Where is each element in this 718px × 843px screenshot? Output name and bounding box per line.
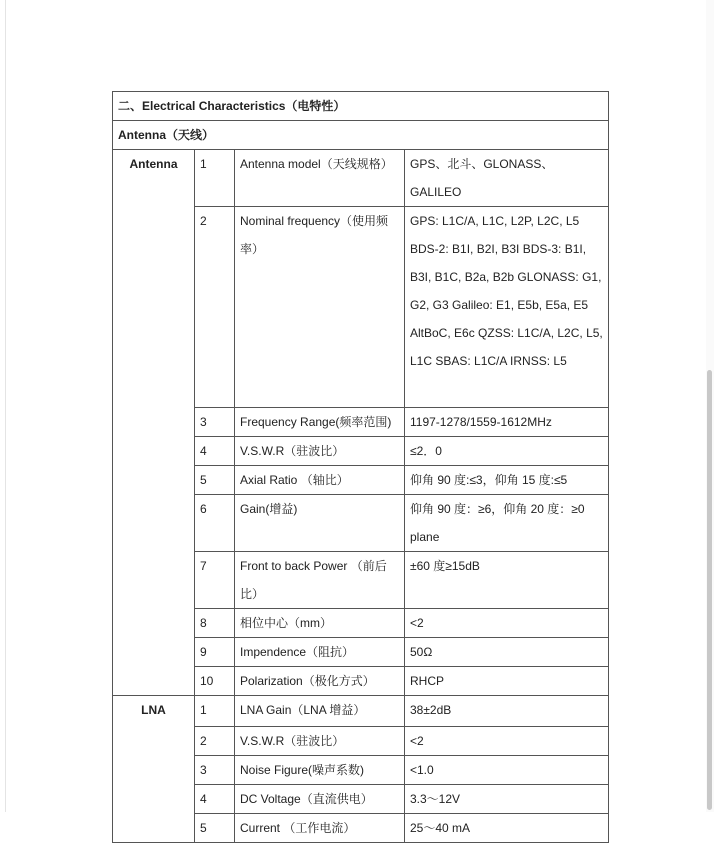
parameter-name: Noise Figure(噪声系数) <box>235 756 405 785</box>
parameter-name: Current （工作电流） <box>235 814 405 843</box>
parameter-value: 25～40 mA <box>405 814 609 843</box>
table-body <box>113 92 609 843</box>
parameter-value: 38±2dB <box>405 696 609 727</box>
parameter-name: Nominal frequency（使用频率） <box>235 207 405 408</box>
parameter-name: V.S.W.R（驻波比） <box>235 437 405 466</box>
antenna-group-label: Antenna <box>113 150 195 696</box>
row-number: 7 <box>195 552 235 609</box>
row-number: 3 <box>195 756 235 785</box>
row-number: 4 <box>195 437 235 466</box>
parameter-name: Polarization（极化方式） <box>235 667 405 696</box>
page-edge <box>5 0 6 812</box>
parameter-value: <2 <box>405 727 609 756</box>
parameter-name: Axial Ratio （轴比） <box>235 466 405 495</box>
row-number: 2 <box>195 207 235 408</box>
parameter-value: GPS、北斗、GLONASS、GALILEO <box>405 150 609 207</box>
parameter-name: LNA Gain（LNA 增益） <box>235 696 405 727</box>
scrollbar-thumb[interactable] <box>707 370 712 810</box>
parameter-value: RHCP <box>405 667 609 696</box>
parameter-name: Front to back Power （前后比） <box>235 552 405 609</box>
lna-group-label: LNA <box>113 696 195 843</box>
row-number: 9 <box>195 638 235 667</box>
row-number: 1 <box>195 150 235 207</box>
parameter-name: Antenna model（天线规格） <box>235 150 405 207</box>
row-number: 3 <box>195 408 235 437</box>
row-number: 8 <box>195 609 235 638</box>
parameter-name: Frequency Range(频率范围) <box>235 408 405 437</box>
parameter-name: DC Voltage（直流供电） <box>235 785 405 814</box>
section-title: 二、Electrical Characteristics（电特性） <box>113 92 609 121</box>
row-number: 6 <box>195 495 235 552</box>
electrical-characteristics-table <box>112 91 609 843</box>
row-number: 2 <box>195 727 235 756</box>
parameter-value: ≤2．0 <box>405 437 609 466</box>
row-number: 5 <box>195 814 235 843</box>
antenna-heading: Antenna（天线） <box>113 121 609 150</box>
parameter-name: Gain(增益) <box>235 495 405 552</box>
parameter-value: 50Ω <box>405 638 609 667</box>
parameter-value: ±60 度≥15dB <box>405 552 609 609</box>
parameter-name: V.S.W.R（驻波比） <box>235 727 405 756</box>
row-number: 10 <box>195 667 235 696</box>
parameter-value: 1197-1278/1559-1612MHz <box>405 408 609 437</box>
parameter-value: 仰角 90 度:≤3，仰角 15 度:≤5 <box>405 466 609 495</box>
parameter-value: 仰角 90 度：≥6，仰角 20 度：≥0 plane <box>405 495 609 552</box>
row-number: 4 <box>195 785 235 814</box>
parameter-value: GPS: L1C/A, L1C, L2P, L2C, L5 BDS-2: B1I, B2I, B3I BDS-3: B1I, B3I, B1C, B2a, B2b GLONASS: G1, G2, G3 Galileo: E1, E5b, E5a, E5 AltBoC, E6c QZSS: L1C/A, L2C, L5, L1C SBAS: L1C/A IRNSS: L5 <box>405 207 609 408</box>
parameter-name: 相位中心（mm） <box>235 609 405 638</box>
parameter-value: <1.0 <box>405 756 609 785</box>
parameter-value: 3.3～12V <box>405 785 609 814</box>
parameter-name: Impendence（阻抗） <box>235 638 405 667</box>
row-number: 5 <box>195 466 235 495</box>
parameter-value: <2 <box>405 609 609 638</box>
table-row <box>113 150 609 207</box>
row-number: 1 <box>195 696 235 727</box>
table-row <box>113 696 609 727</box>
